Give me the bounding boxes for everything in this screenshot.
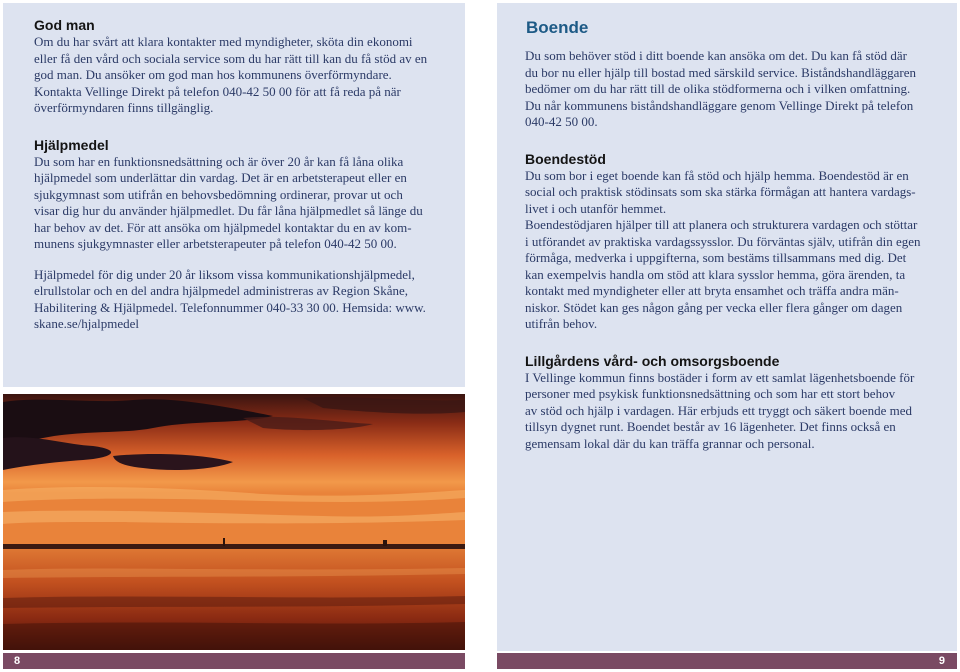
text-line: Om du har svårt att klara kontakter med myndigheter, sköta din ekonomi <box>34 34 413 49</box>
text-line: niskor. Stödet kan ges någon gång per vecka eller flera gånger om dagen <box>525 299 903 315</box>
lillgarden-heading: Lillgårdens vård- och omsorgsboende <box>525 352 780 369</box>
footer-bar-right <box>497 653 957 669</box>
left-info-panel <box>3 3 465 387</box>
right-info-panel <box>497 3 957 651</box>
hjalpmedel-text-2 <box>34 267 445 333</box>
text-line: kan exempelvis handla om stöd att klara sysslor hemma, göra ärenden, ta <box>525 266 906 282</box>
text-line: kontakt med myndigheter eller att bryta ensamhet och träffa andra män- <box>525 283 899 298</box>
text-line: har behov av det. För att ansöka om hjälpmedel kontaktar du en av kom- <box>34 219 412 235</box>
text-line: Kontakta Vellinge Direkt på telefon 040-42 50 00 för att få reda på när <box>34 83 401 99</box>
text-line: I Vellinge kommun finns bostäder i form av ett samlat lägenhetsboende för <box>525 369 915 385</box>
text-line: Hjälpmedel för dig under 20 år liksom vissa kommunikationshjälpmedel, <box>34 266 415 282</box>
text-line: personer med psykisk funktionsnedsättning och som har ett stort behov <box>525 386 896 401</box>
boendestod-text-2 <box>525 217 935 333</box>
text-line: social och praktisk stödinsats som ska stärka förmågan att hantera vardags- <box>525 184 916 199</box>
text-line: visar dig hur du använder hjälpmedlet. Du får låna hjälpmedlet så länge du <box>34 203 423 218</box>
text-line: i utförandet av praktiska vardagssysslor. Du förväntas själv, utifrån din egen <box>525 233 921 249</box>
boende-heading: Boende <box>526 18 589 37</box>
text-line: sjukgymnast som utifrån en behovsbedömning ordinerar, provar ut och <box>34 186 403 202</box>
text-line: överförmyndaren finns tillgänglig. <box>34 100 214 115</box>
text-line: förmåga, medverka i uppgifterna, som bestäms tillsammans med dig. Det <box>525 250 907 265</box>
page-number-left: 8 <box>14 655 21 667</box>
text-line: Du som bor i eget boende kan få stöd och hjälp hemma. Boendestöd är en <box>525 167 909 183</box>
page-number-right: 9 <box>938 655 945 667</box>
lillgarden-text <box>525 370 935 453</box>
text-line: Du når kommunens biståndshandläggare genom Vellinge Direkt på telefon <box>525 97 914 113</box>
text-line: livet i och utanför hemmet. <box>525 200 667 216</box>
text-line: Du som behöver stöd i ditt boende kan ansöka om det. Du kan få stöd där <box>525 48 907 63</box>
text-line: hjälpmedel som underlättar din vardag. Det är en arbetsterapeut eller en <box>34 170 407 185</box>
text-line: utifrån behov. <box>525 316 598 331</box>
hjalpmedel-heading: Hjälpmedel <box>34 136 109 153</box>
text-line: eller få den vård och sociala service som du har rätt till kan du få stöd av en <box>34 50 428 66</box>
boendestod-heading: Boendestöd <box>525 150 606 167</box>
text-line: Boendestödjaren hjälper till att planera och strukturera vardagen och stöttar <box>525 217 918 232</box>
godman-text <box>34 34 445 117</box>
text-line: av stöd och hjälp i vardagen. Här erbjuds ett tryggt och säkert boende med <box>525 402 912 418</box>
hjalpmedel-text-1 <box>34 154 445 253</box>
footer-bar-left <box>3 653 465 669</box>
text-line: 040-42 50 00. <box>525 114 598 129</box>
godman-heading: God man <box>34 17 95 33</box>
text-line: tillsyn dygnet runt. Boendet består av 16 lägenheter. Det finns också en <box>525 419 896 434</box>
text-line: gemensam lokal där du kan träffa grannar och personal. <box>525 435 815 451</box>
text-line: Habilitering & Hjälpmedel. Telefonnummer 040-33 30 00. Hemsida: www. <box>34 299 426 315</box>
boendestod-text-1 <box>525 168 935 218</box>
boende-text <box>525 48 935 131</box>
text-line: bedömer om du har rätt till de olika stödformerna och i vilken omfattning. <box>525 81 911 96</box>
text-line: skane.se/hjalpmedel <box>34 316 140 331</box>
text-line: Du som har en funktionsnedsättning och är över 20 år kan få låna olika <box>34 153 404 169</box>
text-line: elrullstolar och en del andra hjälpmedel administreras av Region Skåne, <box>34 283 408 298</box>
text-line: du bor nu eller hjälp till bostad med särskild service. Biståndshandläggaren <box>525 64 916 80</box>
text-line: god man. Du ansöker om god man hos kommunens överförmyndare. <box>34 67 392 82</box>
sunset-photo <box>3 394 465 650</box>
text-line: munens sjukgymnaster eller arbetsterapeuter på telefon 040-42 50 00. <box>34 236 397 251</box>
